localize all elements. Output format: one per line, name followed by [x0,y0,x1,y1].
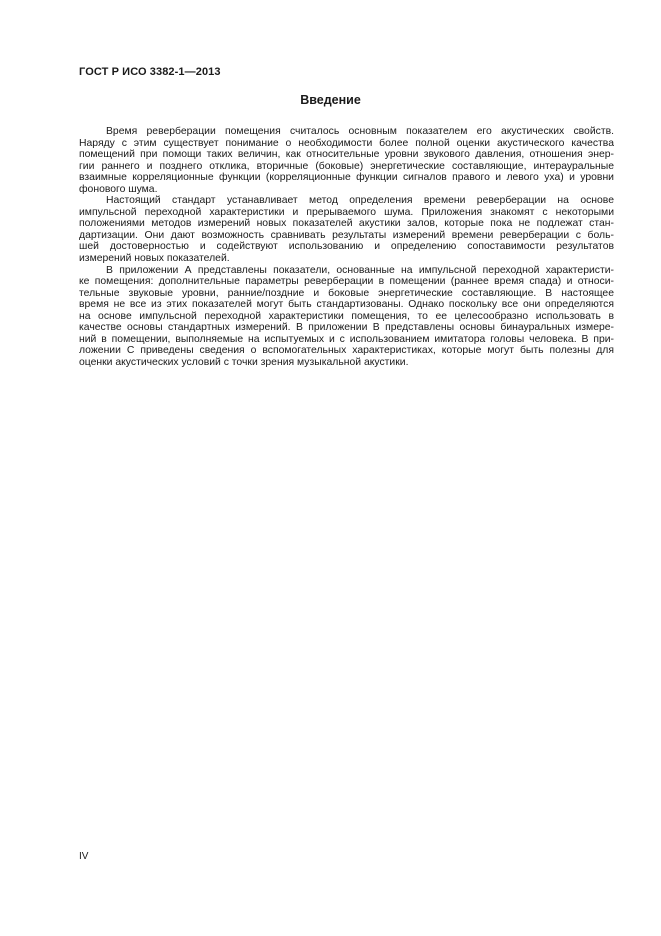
text-line: Время реверберации помещения считалось основным показателем его акустических свойств. [106,126,614,137]
text-line: импульсной переходной характеристики и прерываемого шума. Приложения знакомят с некоторыми [79,206,614,218]
text-line: тельные звуковые уровни, ранние/поздние и боковые энергетические составляющие. В настоящее [79,287,614,299]
text-line: взаимные корреляционные функции (корреляционные функции сигналов правого и левого уха) и уровни [79,172,614,184]
section-title: Введение [300,93,361,107]
text-line: качестве основы стандартных измерений. В приложении В представлены основы бинауральных измере- [79,322,614,334]
text-line: измерений новых показателей. [79,253,230,265]
text-line: оценки акустических условий с точки зрения музыкальной акустики. [79,356,409,368]
text-line: гии раннего и позднего отклика, вторичные (боковые) энергетические составляющие, интерауральные [79,160,614,172]
paragraph-2 [79,195,614,264]
text-line: В приложении А представлены показатели, основанные на импульсной переходной характеристи- [106,264,614,276]
text-line: ний в помещении, выполняемые на испытуемых и с использованием имитатора головы человека. В при- [79,333,614,345]
text-line: положениями методов измерений новых показателей акустики залов, которые пока не подлежат стан- [79,218,614,230]
text-line: ке помещения: дополнительные параметры реверберации в помещении (раннее время спада) и относи- [79,276,614,288]
paragraph-3 [79,265,614,369]
text-line: ложении С приведены сведения о вспомогательных характеристиках, которые могут быть полезны для [79,345,614,357]
body-text [79,126,614,368]
text-line: шей достоверностью и содействуют использованию и определению сопоставимости результатов [79,241,614,253]
text-line: на основе импульсной переходной характеристики помещения, то ее целесообразно использовать в [79,310,614,322]
text-line: фонового шума. [79,183,158,195]
text-line: Наряду с этим существует понимание о необходимости более полной оценки акустического качества [79,137,614,149]
text-line: дартизации. Они дают возможность сравнивать результаты измерений времени реверберации с боль- [79,229,614,241]
text-line: время не все из этих показателей могут быть стандартизованы. Однако поскольку все они определяются [79,299,614,311]
document-code: ГОСТ Р ИСО 3382-1—2013 [79,66,221,78]
page-number: IV [79,851,89,862]
text-line: Настоящий стандарт устанавливает метод определения времени реверберации на основе [106,195,614,207]
text-line: помещений при помощи таких величин, как относительные уровни звукового давления, отношения энер- [79,149,614,161]
paragraph-1 [79,126,614,195]
